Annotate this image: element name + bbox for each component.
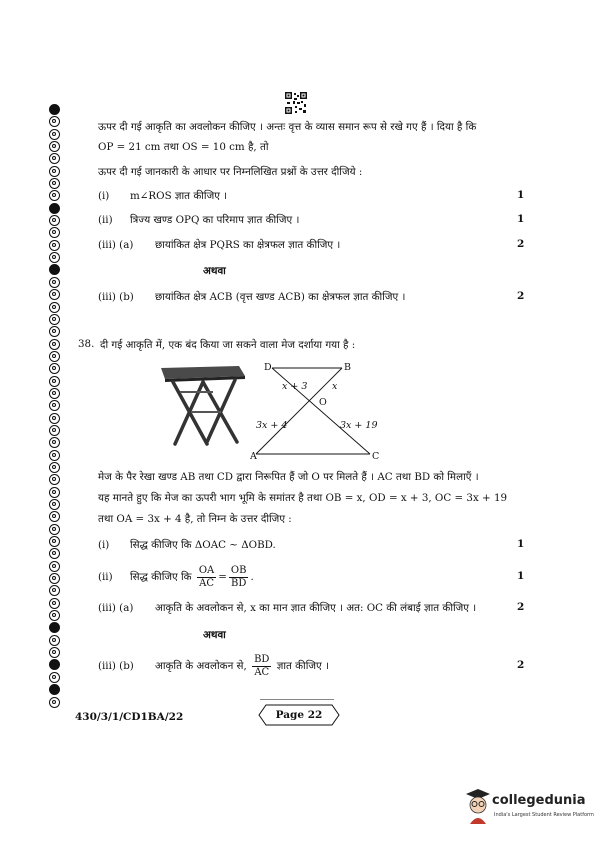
margin-ring: [49, 610, 60, 621]
q37-line2: OP = 21 cm तथा OS = 10 cm है, तो: [98, 141, 269, 153]
q37-part-iii-b-text: छायांकित क्षेत्र ACB (वृत्त खण्ड ACB) का क्षेत्रफल ज्ञात कीजिए ।: [155, 291, 406, 303]
label-b: B: [344, 362, 351, 373]
margin-ring: [49, 474, 60, 485]
margin-ring: [49, 400, 60, 411]
margin-ring: [49, 314, 60, 325]
q38-part-ii-text: सिद्ध कीजिए कि $\frac{OA}{AC}$ = $\frac{OB}{BD}$ .: [130, 564, 254, 589]
q37-line3: ऊपर दी गई जानकारी के आधार पर निम्नलिखित प्रश्नों के उत्तर दीजिये :: [98, 166, 363, 178]
q38-part-iii-b-marks: 2: [517, 659, 525, 671]
margin-ring: [49, 635, 60, 646]
margin-ring: [49, 339, 60, 350]
q37-part-i-label: (i): [98, 190, 110, 202]
margin-ring: [49, 388, 60, 399]
margin-ring: [49, 264, 60, 275]
brand-name: collegedunia: [492, 793, 586, 808]
q38-part-ii-prefix: सिद्ध कीजिए कि: [130, 571, 192, 583]
q38-part-ii-label: (ii): [98, 571, 113, 583]
margin-ring: [49, 487, 60, 498]
margin-ring: [49, 227, 60, 238]
label-od: x + 3: [282, 381, 308, 392]
brand-tagline: India's Largest Student Review Platform: [494, 812, 594, 818]
margin-ring: [49, 351, 60, 362]
q37-part-iii-b-label: (iii) (b): [98, 291, 134, 303]
q38-part-i-marks: 1: [517, 538, 525, 550]
margin-ring: [49, 289, 60, 300]
margin-ring: [49, 425, 60, 436]
fraction-bd-ac: $\frac{BD}{AC}$: [254, 653, 270, 678]
margin-ring: [49, 129, 60, 140]
q38-intro: दी गई आकृति में, एक बंद किया जा सकने वाला मेज दर्शाया गया है :: [100, 339, 356, 351]
q38-part-iii-a-label: (iii) (a): [98, 602, 134, 614]
margin-ring: [49, 573, 60, 584]
q37-part-i-marks: 1: [517, 189, 525, 201]
margin-ring: [49, 326, 60, 337]
margin-ring: [49, 659, 60, 670]
margin-ring: [49, 548, 60, 559]
margin-ring: [49, 413, 60, 424]
margin-ring: [49, 240, 60, 251]
margin-ring: [49, 215, 60, 226]
margin-ring: [49, 462, 60, 473]
q37-part-iii-a-marks: 2: [517, 238, 525, 250]
q37-part-iii-a-label: (iii) (a): [98, 239, 134, 251]
label-o: O: [319, 397, 327, 408]
margin-ring: [49, 376, 60, 387]
q37-part-ii-marks: 1: [517, 213, 525, 225]
folding-table-image: [155, 362, 245, 450]
margin-ring: [49, 141, 60, 152]
q37-part-ii-label: (ii): [98, 214, 113, 226]
margin-ring: [49, 585, 60, 596]
q38-part-iii-b-label: (iii) (b): [98, 660, 134, 672]
margin-ring: [49, 684, 60, 695]
margin-ring: [49, 166, 60, 177]
label-oc: 3x + 19: [340, 420, 378, 431]
q38-part-iii-b-text: आकृति के अवलोकन से, $\frac{BD}{AC}$ ज्ञात कीजिए ।: [155, 653, 329, 678]
paper-code: 430/3/1/CD1BA/22: [75, 711, 184, 723]
q38-para1: मेज के पैर रेखा खण्ड AB तथा CD द्वारा निरूपित हैं जो O पर मिलते हैं । AC तथा BD को मिलाएँ ।: [98, 471, 479, 483]
margin-ring: [49, 363, 60, 374]
label-ob: x: [332, 381, 338, 392]
label-oa: 3x + 4: [256, 420, 288, 431]
margin-ring-border: [49, 104, 63, 709]
margin-ring: [49, 499, 60, 510]
q38-part-iii-a-text: आकृति के अवलोकन से, x का मान ज्ञात कीजिए । अत: OC की लंबाई ज्ञात कीजिए ।: [155, 602, 477, 614]
margin-ring: [49, 178, 60, 189]
margin-ring: [49, 277, 60, 288]
q38-part-i-label: (i): [98, 539, 110, 551]
margin-ring: [49, 647, 60, 658]
margin-ring: [49, 450, 60, 461]
margin-ring: [49, 672, 60, 683]
q38-number: 38.: [78, 338, 95, 350]
q37-line1: ऊपर दी गई आकृति का अवलोकन कीजिए । अन्तः वृत्त के व्यास समान रूप से रखे गए हैं । दिया है कि: [98, 121, 477, 133]
margin-ring: [49, 116, 60, 127]
margin-ring: [49, 536, 60, 547]
q37-or-label: अथवा: [203, 265, 226, 277]
label-a: A: [250, 451, 257, 460]
margin-ring: [49, 104, 60, 115]
q37-part-ii-text: त्रिज्य खण्ड OPQ का परिमाप ज्ञात कीजिए ।: [130, 214, 300, 226]
margin-ring: [49, 697, 60, 708]
page-number: Page 22: [275, 709, 323, 721]
q37-part-iii-a-text: छायांकित क्षेत्र PQRS का क्षेत्रफल ज्ञात कीजिए ।: [155, 239, 341, 251]
q38-or-label: अथवा: [203, 629, 226, 641]
q38-part-iii-a-marks: 2: [517, 601, 525, 613]
margin-ring: [49, 153, 60, 164]
label-d: D: [264, 362, 272, 373]
margin-ring: [49, 511, 60, 522]
footer-rule: [260, 699, 334, 700]
qr-code-icon: [285, 92, 307, 114]
q38-part-ii-marks: 1: [517, 570, 525, 582]
q38-part-i-text: सिद्ध कीजिए कि ΔOAC ~ ΔOBD.: [130, 539, 276, 551]
margin-ring: [49, 190, 60, 201]
q38-para3: तथा OA = 3x + 4 है, तो निम्न के उत्तर दीजिए :: [98, 513, 292, 525]
label-c: C: [372, 451, 380, 460]
margin-ring: [49, 302, 60, 313]
q37-part-iii-b-marks: 2: [517, 290, 525, 302]
q38-para2: यह मानते हुए कि मेज का ऊपरी भाग भूमि के समांतर है तथा OB = x, OD = x + 3, OC = 3x + 19: [98, 492, 508, 504]
collegedunia-mascot-icon: [462, 786, 492, 824]
q37-part-i-text: m∠ROS ज्ञात कीजिए ।: [130, 190, 228, 202]
margin-ring: [49, 252, 60, 263]
margin-ring: [49, 622, 60, 633]
margin-ring: [49, 203, 60, 214]
margin-ring: [49, 524, 60, 535]
margin-ring: [49, 437, 60, 448]
margin-ring: [49, 598, 60, 609]
margin-ring: [49, 561, 60, 572]
fraction-oa-ac: $\frac{OA}{AC}$: [198, 564, 215, 589]
cd-ab-diagram: [250, 358, 380, 460]
fraction-ob-bd: $\frac{OB}{BD}$: [230, 564, 247, 589]
